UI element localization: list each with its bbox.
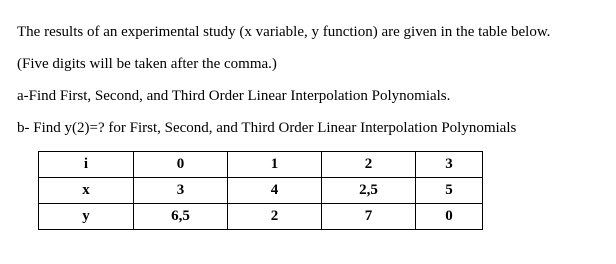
table-cell: 2: [322, 152, 416, 178]
question-part-b: b- Find y(2)=? for First, Second, and Third Order Linear Interpolation Polynomials: [17, 120, 517, 136]
row-label-x: x: [39, 178, 134, 204]
table-cell: 2,5: [322, 178, 416, 204]
table-cell: 2: [228, 204, 322, 230]
table-cell: 3: [416, 152, 483, 178]
table-cell: 5: [416, 178, 483, 204]
data-table: [38, 151, 483, 230]
row-label-y: y: [39, 204, 134, 230]
table-row-x: [39, 178, 483, 204]
table-cell: 6,5: [134, 204, 228, 230]
problem-intro: The results of an experimental study (x variable, y function) are given in the table below.: [17, 24, 551, 40]
table-cell: 0: [416, 204, 483, 230]
question-part-a: a-Find First, Second, and Third Order Linear Interpolation Polynomials.: [17, 88, 451, 104]
table-cell: 4: [228, 178, 322, 204]
table-cell: 1: [228, 152, 322, 178]
table-cell: 0: [134, 152, 228, 178]
table-row-i: [39, 152, 483, 178]
table-row-y: [39, 204, 483, 230]
row-label-i: i: [39, 152, 134, 178]
table-cell: 3: [134, 178, 228, 204]
table-cell: 7: [322, 204, 416, 230]
precision-note: (Five digits will be taken after the comma.): [17, 56, 277, 72]
